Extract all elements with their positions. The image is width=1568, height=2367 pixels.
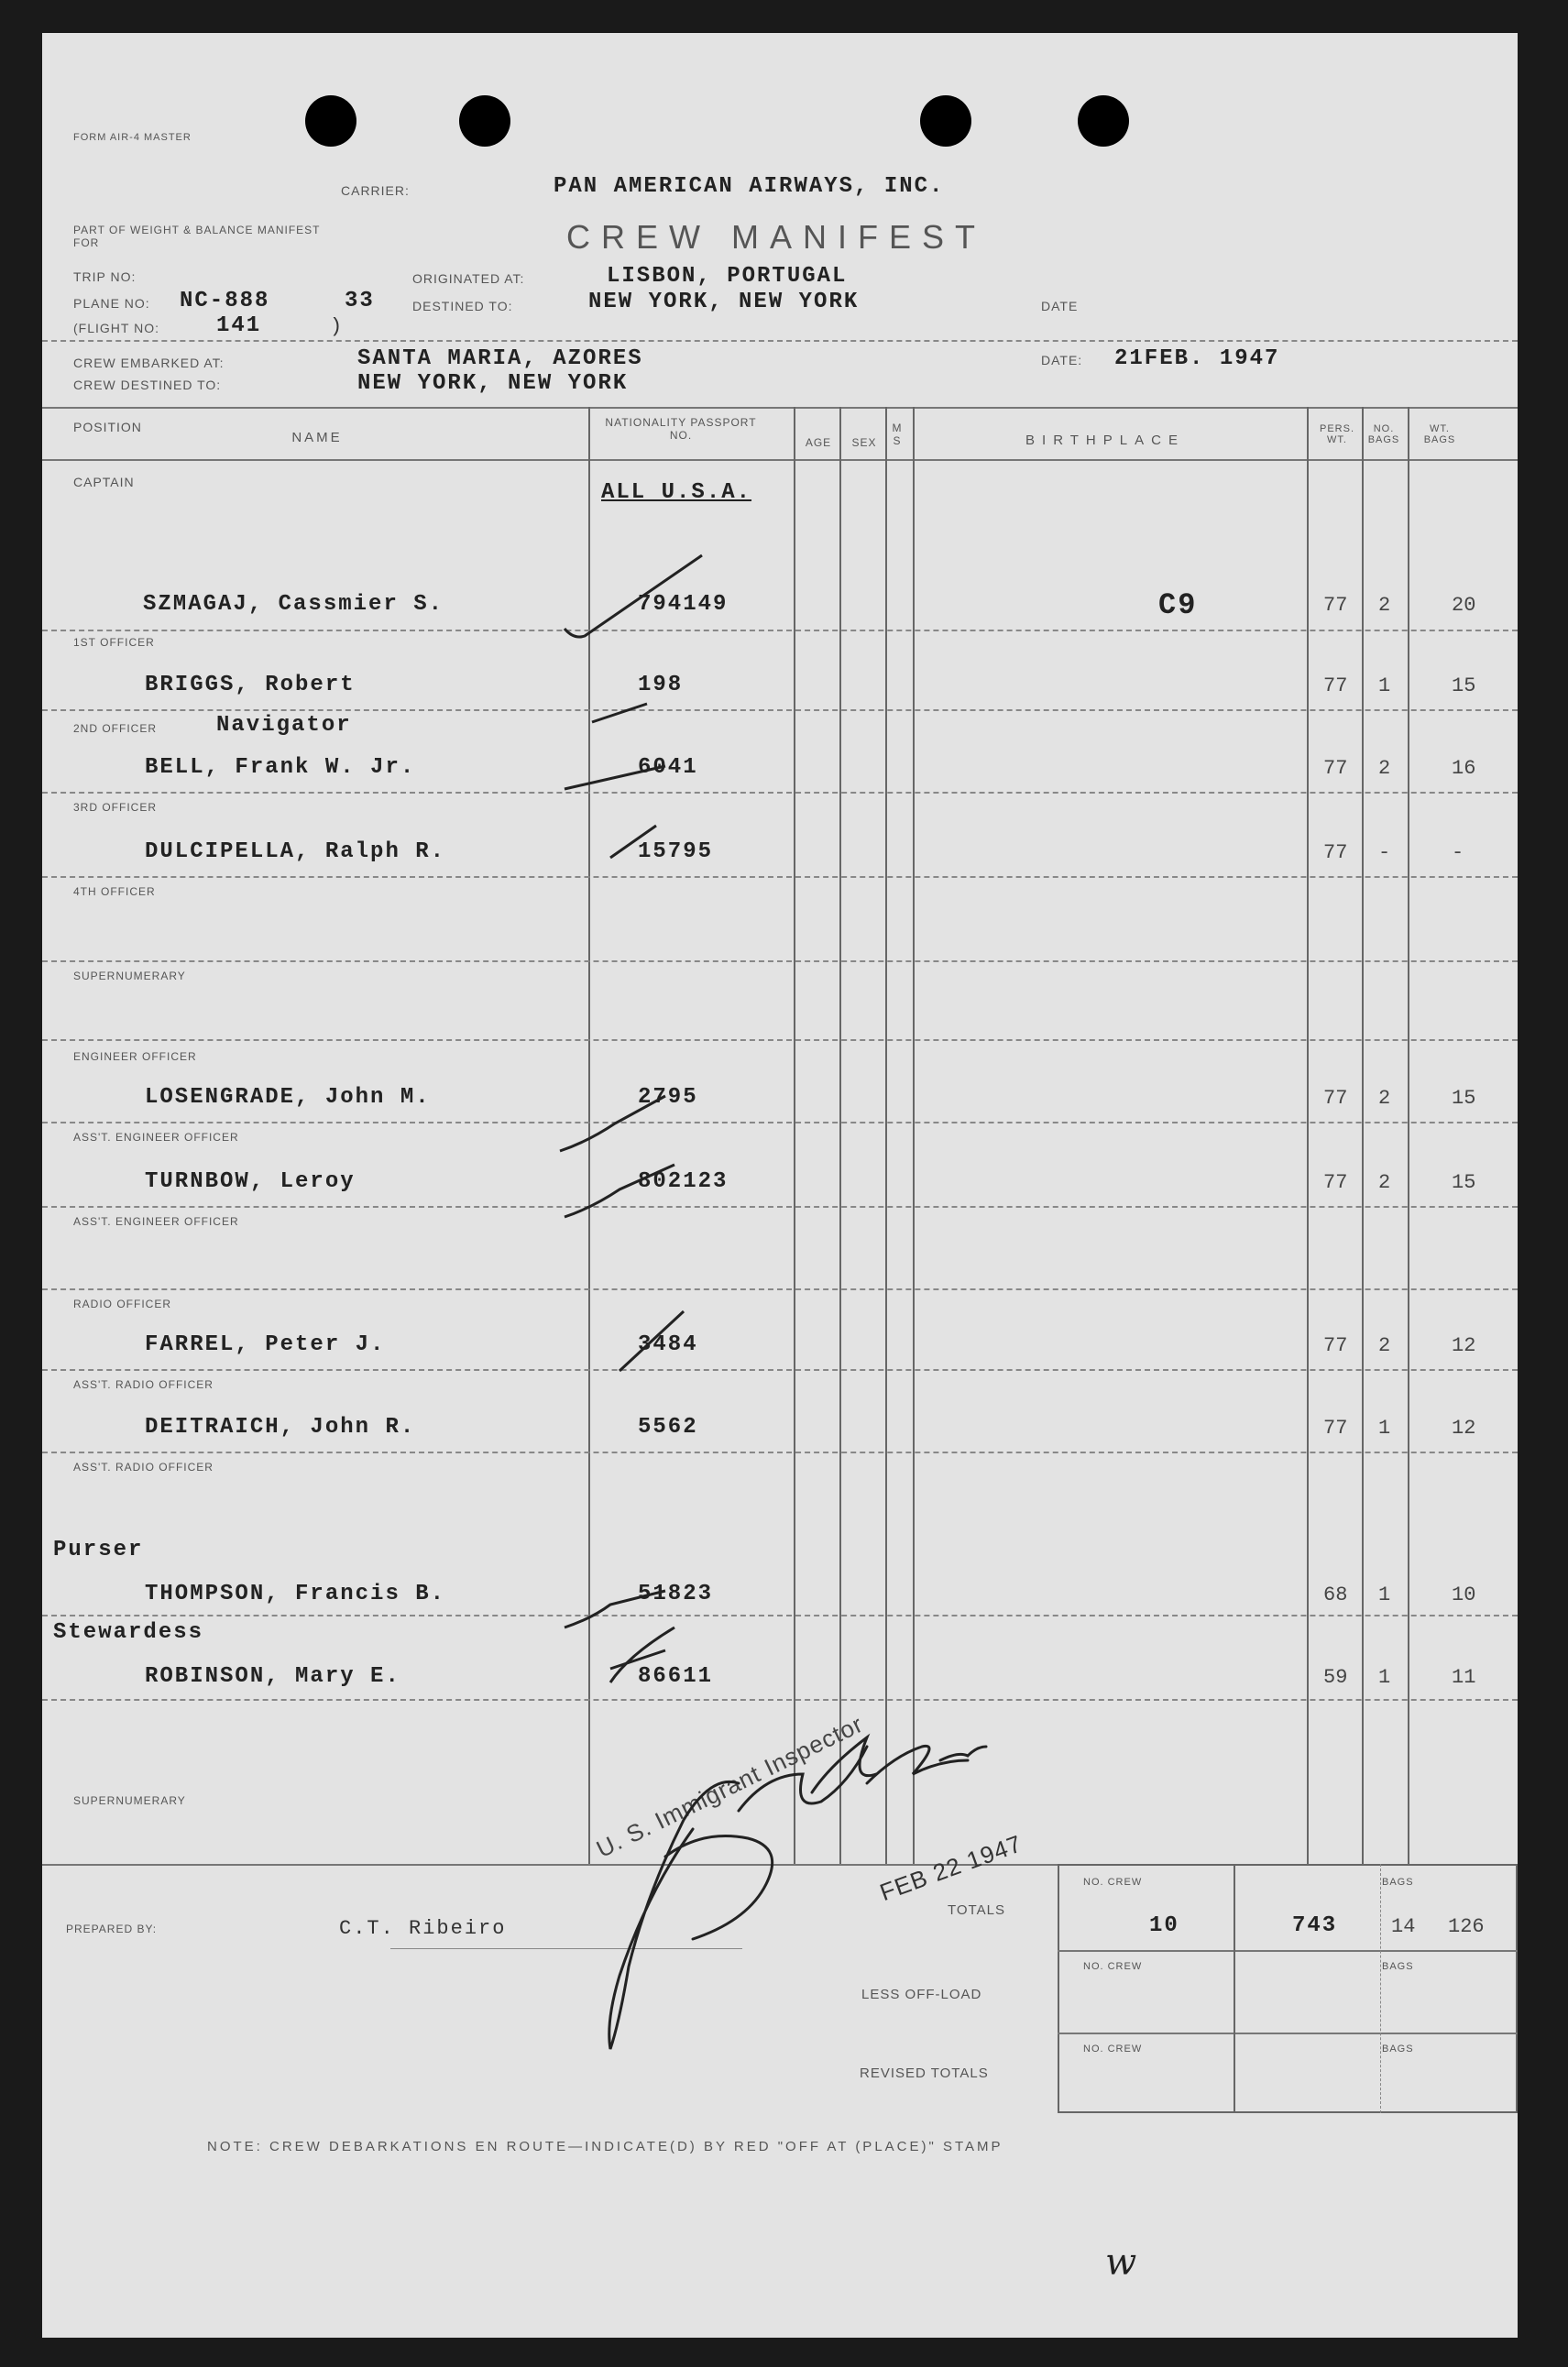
crew-name: LOSENGRADE, John M. bbox=[145, 1085, 431, 1110]
position-label: SUPERNUMERARY bbox=[73, 970, 186, 982]
col-birthplace: BIRTHPLACE bbox=[1025, 433, 1185, 448]
pers-wt: 77 bbox=[1323, 594, 1348, 617]
passport-number: 51823 bbox=[638, 1582, 714, 1606]
pers-wt: 77 bbox=[1323, 757, 1348, 780]
manifest-date: 21FEB. 1947 bbox=[1114, 346, 1280, 371]
position-label: 2ND OFFICER bbox=[73, 722, 158, 735]
position-label: ASS'T. ENGINEER OFFICER bbox=[73, 1131, 239, 1144]
bags-label: BAGS bbox=[1382, 1877, 1414, 1888]
nationality-note: ALL U.S.A. bbox=[601, 480, 752, 505]
stamp-date: FEB 22 1947 bbox=[876, 1829, 1026, 1907]
col-position: POSITION bbox=[73, 420, 142, 434]
passport-number: 802123 bbox=[638, 1169, 729, 1194]
crew-destined-value: NEW YORK, NEW YORK bbox=[357, 371, 629, 396]
punch-hole bbox=[459, 95, 510, 147]
less-offload-label: LESS OFF-LOAD bbox=[861, 1987, 982, 2002]
date-label-2: DATE: bbox=[1041, 353, 1083, 367]
wt-bags: 12 bbox=[1452, 1417, 1476, 1440]
total-bags: 14 bbox=[1391, 1915, 1416, 1938]
manifest-page bbox=[42, 33, 1518, 2338]
total-wt-bags: 126 bbox=[1448, 1915, 1485, 1938]
plane-number-extra: 33 bbox=[345, 289, 375, 313]
col-ms: M S bbox=[892, 422, 905, 447]
position-note: Stewardess bbox=[53, 1620, 204, 1645]
revised-totals-label: REVISED TOTALS bbox=[860, 2066, 989, 2081]
no-bags: 1 bbox=[1378, 1417, 1391, 1440]
pers-wt: 59 bbox=[1323, 1666, 1348, 1689]
birthplace: C9 bbox=[1158, 588, 1198, 622]
handwritten-mark: w bbox=[1105, 2241, 1137, 2284]
no-bags: 1 bbox=[1378, 1666, 1391, 1689]
crew-name: ROBINSON, Mary E. bbox=[145, 1664, 400, 1689]
position-label: ASS'T. RADIO OFFICER bbox=[73, 1461, 214, 1474]
prepared-label: PREPARED BY: bbox=[66, 1923, 158, 1935]
carrier-label: CARRIER: bbox=[341, 183, 410, 198]
totals-box bbox=[1058, 1864, 1518, 2113]
destined-value: NEW YORK, NEW YORK bbox=[588, 290, 860, 314]
originated-label: ORIGINATED AT: bbox=[412, 271, 525, 286]
punch-hole bbox=[920, 95, 971, 147]
crew-name: DEITRAICH, John R. bbox=[145, 1415, 416, 1440]
position-label: ENGINEER OFFICER bbox=[73, 1050, 197, 1063]
pers-wt: 77 bbox=[1323, 1417, 1348, 1440]
passport-number: 6041 bbox=[638, 755, 698, 780]
passport-number: 3484 bbox=[638, 1332, 698, 1357]
position-label: ASS'T. ENGINEER OFFICER bbox=[73, 1215, 239, 1228]
col-name: NAME bbox=[291, 430, 343, 445]
date-label: DATE bbox=[1041, 299, 1079, 313]
wt-bags: 20 bbox=[1452, 594, 1476, 617]
form-number: FORM AIR-4 MASTER bbox=[73, 132, 192, 143]
crew-name: BELL, Frank W. Jr. bbox=[145, 755, 416, 780]
position-label: SUPERNUMERARY bbox=[73, 1794, 186, 1807]
position-label: RADIO OFFICER bbox=[73, 1298, 172, 1310]
destined-label: DESTINED TO: bbox=[412, 299, 513, 313]
passport-number: 794149 bbox=[638, 592, 729, 617]
crew-name: BRIGGS, Robert bbox=[145, 673, 356, 697]
col-no-bags: NO. BAGS bbox=[1367, 423, 1400, 445]
passport-number: 86611 bbox=[638, 1664, 714, 1689]
no-bags: - bbox=[1378, 841, 1391, 864]
col-pers-wt: PERS. WT. bbox=[1319, 423, 1354, 445]
wt-bags: 15 bbox=[1452, 1171, 1476, 1194]
pers-wt: 77 bbox=[1323, 841, 1348, 864]
bags-label: BAGS bbox=[1382, 2044, 1414, 2055]
crew-embarked-value: SANTA MARIA, AZORES bbox=[357, 346, 643, 371]
trip-label: TRIP NO: bbox=[73, 269, 137, 284]
no-bags: 2 bbox=[1378, 1334, 1391, 1357]
page-title: CREW MANIFEST bbox=[566, 218, 986, 256]
position-note: Purser bbox=[53, 1538, 144, 1562]
pers-wt: 77 bbox=[1323, 674, 1348, 697]
crew-embarked-label: CREW EMBARKED AT: bbox=[73, 356, 225, 370]
position-label: 3RD OFFICER bbox=[73, 801, 158, 814]
crew-name: FARREL, Peter J. bbox=[145, 1332, 386, 1357]
position-label: 1ST OFFICER bbox=[73, 636, 155, 649]
pers-wt: 77 bbox=[1323, 1171, 1348, 1194]
no-bags: 2 bbox=[1378, 757, 1391, 780]
position-label: 4TH OFFICER bbox=[73, 885, 156, 898]
wt-bags: 15 bbox=[1452, 1087, 1476, 1110]
flight-close: ) bbox=[330, 315, 345, 338]
no-crew-label: NO. CREW bbox=[1083, 1877, 1143, 1888]
flight-label: (FLIGHT NO: bbox=[73, 321, 159, 335]
total-weight: 743 bbox=[1292, 1913, 1338, 1938]
wt-bags: 16 bbox=[1452, 757, 1476, 780]
immigration-stamp: U. S. Immigrant Inspector bbox=[592, 1709, 868, 1863]
plane-label: PLANE NO: bbox=[73, 296, 150, 311]
plane-number: NC-888 bbox=[180, 289, 270, 313]
wt-bags: - bbox=[1452, 841, 1464, 864]
no-crew-label: NO. CREW bbox=[1083, 1961, 1143, 1972]
bags-label: BAGS bbox=[1382, 1961, 1414, 1972]
crew-name: THOMPSON, Francis B. bbox=[145, 1582, 446, 1606]
no-bags: 2 bbox=[1378, 1171, 1391, 1194]
crew-name: SZMAGAJ, Cassmier S. bbox=[143, 592, 444, 617]
wt-bags: 15 bbox=[1452, 674, 1476, 697]
no-bags: 1 bbox=[1378, 674, 1391, 697]
crew-name: DULCIPELLA, Ralph R. bbox=[145, 839, 446, 864]
col-sex: SEX bbox=[851, 436, 877, 449]
wt-bags: 12 bbox=[1452, 1334, 1476, 1357]
no-bags: 2 bbox=[1378, 1087, 1391, 1110]
no-bags: 1 bbox=[1378, 1583, 1391, 1606]
passport-number: 2795 bbox=[638, 1085, 698, 1110]
weight-balance-label: PART OF WEIGHT & BALANCE MANIFEST FOR bbox=[73, 224, 321, 249]
position-note: Navigator bbox=[216, 713, 352, 738]
passport-number: 198 bbox=[638, 673, 684, 697]
col-age: AGE bbox=[805, 436, 832, 449]
punch-hole bbox=[305, 95, 356, 147]
flight-number: 141 bbox=[216, 313, 262, 338]
no-bags: 2 bbox=[1378, 594, 1391, 617]
originated-value: LISBON, PORTUGAL bbox=[607, 264, 848, 289]
crew-destined-label: CREW DESTINED TO: bbox=[73, 378, 222, 392]
wt-bags: 11 bbox=[1452, 1666, 1476, 1689]
passport-number: 15795 bbox=[638, 839, 714, 864]
punch-hole bbox=[1078, 95, 1129, 147]
col-wt-bags: WT. BAGS bbox=[1423, 423, 1456, 445]
no-crew-label: NO. CREW bbox=[1083, 2044, 1143, 2055]
pers-wt: 77 bbox=[1323, 1087, 1348, 1110]
crew-name: TURNBOW, Leroy bbox=[145, 1169, 356, 1194]
position-label: CAPTAIN bbox=[73, 475, 135, 489]
footer-note: NOTE: CREW DEBARKATIONS EN ROUTE—INDICATE(D) BY RED "OFF AT (PLACE)" STAMP bbox=[207, 2139, 1003, 2154]
totals-label: TOTALS bbox=[948, 1902, 1005, 1918]
col-nationality: NATIONALITY PASSPORT NO. bbox=[605, 416, 757, 442]
position-label: ASS'T. RADIO OFFICER bbox=[73, 1378, 214, 1391]
inspector-signature bbox=[555, 1701, 1069, 2067]
check-marks bbox=[555, 510, 794, 1719]
pers-wt: 77 bbox=[1323, 1334, 1348, 1357]
total-crew: 10 bbox=[1149, 1913, 1179, 1938]
pers-wt: 68 bbox=[1323, 1583, 1348, 1606]
wt-bags: 10 bbox=[1452, 1583, 1476, 1606]
carrier-name: PAN AMERICAN AIRWAYS, INC. bbox=[554, 174, 945, 199]
prepared-by: C.T. Ribeiro bbox=[339, 1917, 507, 1940]
passport-number: 5562 bbox=[638, 1415, 698, 1440]
